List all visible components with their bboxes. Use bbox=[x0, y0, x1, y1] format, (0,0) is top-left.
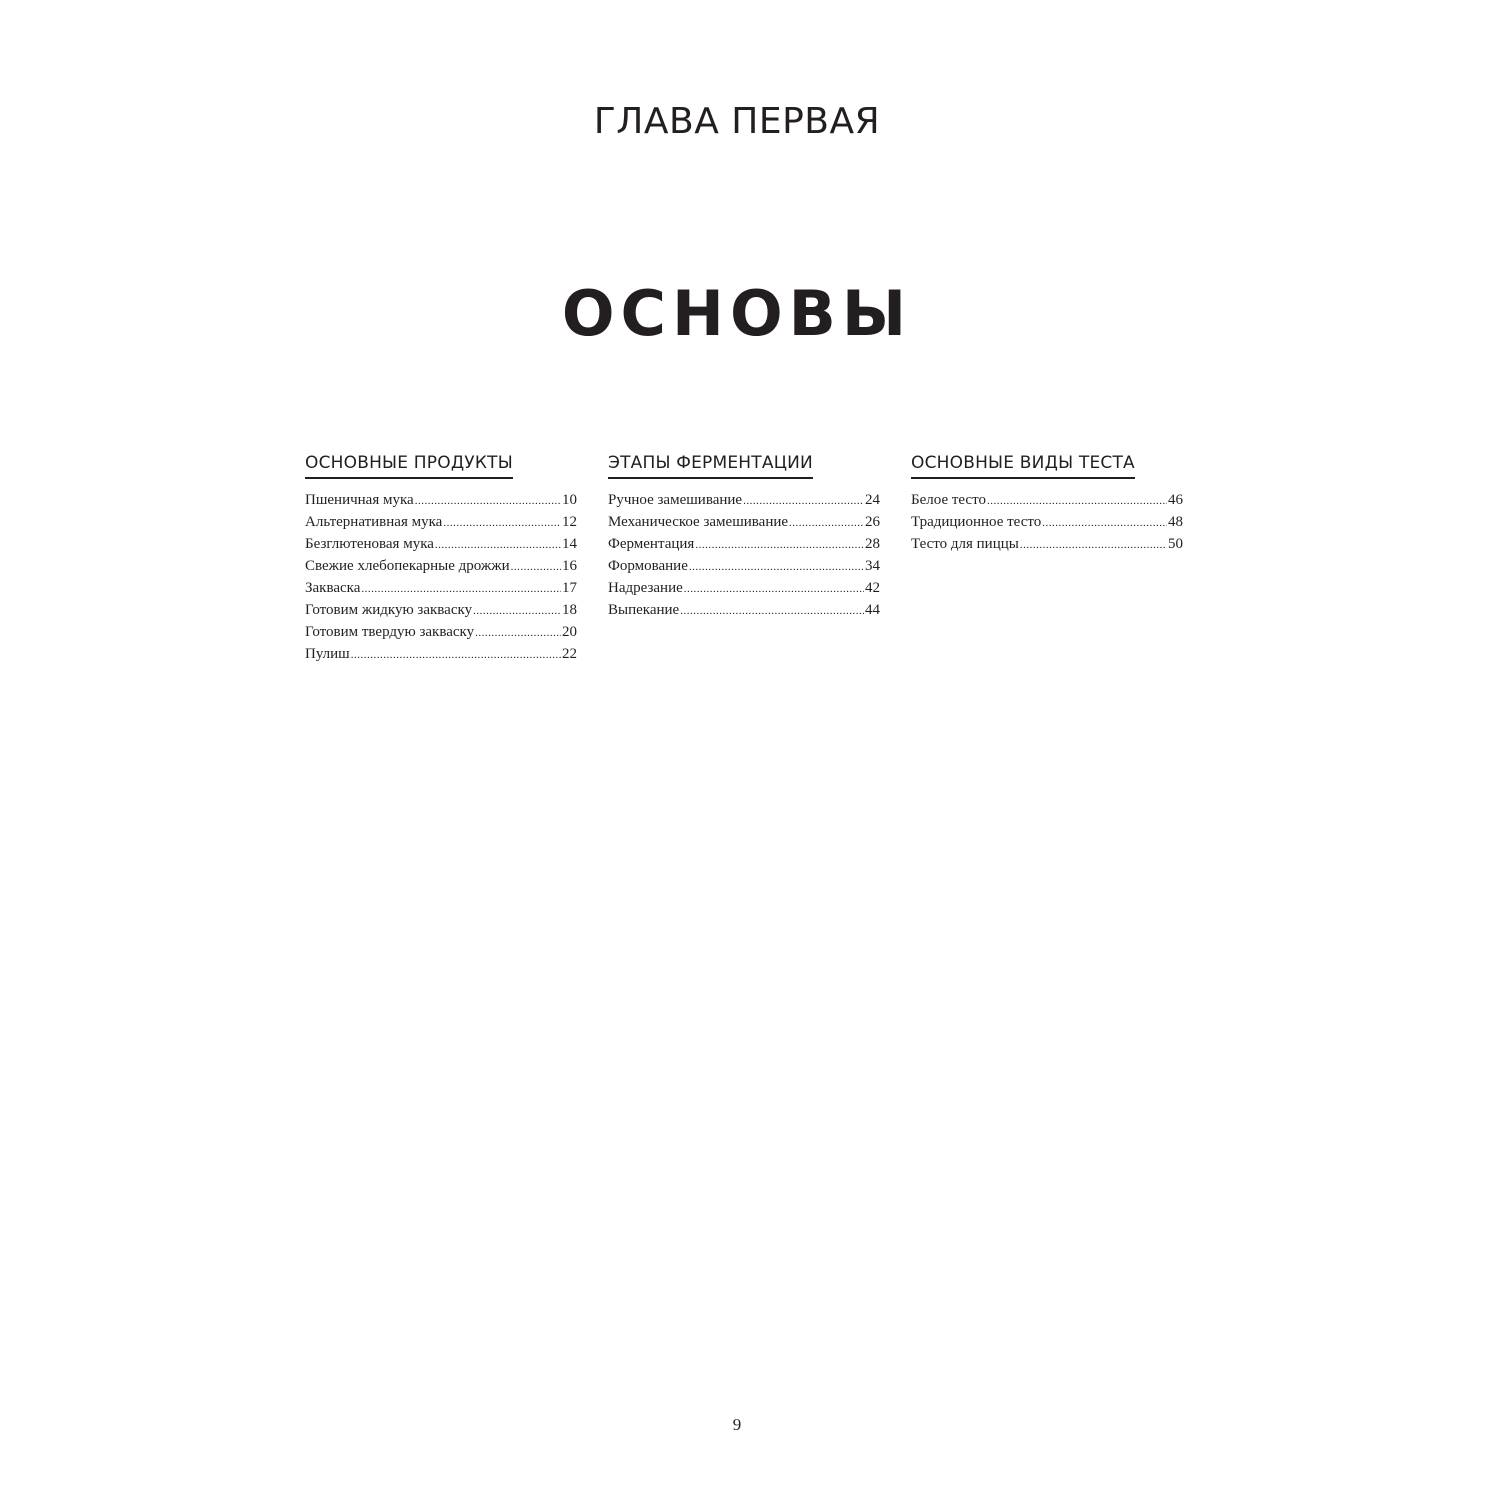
toc-entry-page: 34 bbox=[865, 558, 880, 574]
dot-leader bbox=[435, 534, 561, 556]
dot-leader bbox=[987, 490, 1167, 512]
toc-entry-title: Ручное замешивание bbox=[608, 492, 743, 508]
dot-leader bbox=[789, 512, 864, 534]
toc-entry-page: 12 bbox=[562, 514, 577, 530]
toc-entry-title: Закваска bbox=[305, 580, 361, 596]
toc-entry[interactable] bbox=[305, 533, 577, 555]
dot-leader bbox=[511, 556, 561, 578]
toc-entry-page: 44 bbox=[865, 602, 880, 618]
toc-entry[interactable] bbox=[305, 621, 577, 643]
toc-entry-page: 28 bbox=[865, 536, 880, 552]
page-number: 9 bbox=[732, 1415, 742, 1434]
dot-leader bbox=[1020, 534, 1167, 556]
dot-leader bbox=[689, 556, 864, 578]
toc-entry[interactable] bbox=[305, 511, 577, 533]
dot-leader bbox=[1042, 512, 1167, 534]
toc-entry[interactable] bbox=[911, 511, 1183, 533]
toc-entry[interactable] bbox=[608, 511, 880, 533]
chapter-label: ГЛАВА ПЕРВАЯ bbox=[593, 101, 881, 142]
toc-entry[interactable] bbox=[608, 489, 880, 511]
toc-entry-title: Свежие хлебопекарные дрожжи bbox=[305, 558, 510, 574]
toc-column-basic-products bbox=[305, 452, 577, 665]
toc-entry-page: 26 bbox=[865, 514, 880, 530]
toc-list bbox=[305, 489, 577, 665]
toc-entry-page: 42 bbox=[865, 580, 880, 596]
dot-leader bbox=[443, 512, 561, 534]
toc-entry[interactable] bbox=[305, 643, 577, 665]
toc-list bbox=[911, 489, 1183, 555]
toc-entry-page: 10 bbox=[562, 492, 577, 508]
dot-leader bbox=[473, 600, 561, 622]
toc-entry-title: Пулиш bbox=[305, 646, 350, 662]
dot-leader bbox=[743, 490, 864, 512]
toc-entry[interactable] bbox=[305, 577, 577, 599]
dot-leader bbox=[361, 578, 561, 600]
toc-entry[interactable] bbox=[608, 555, 880, 577]
toc-entry[interactable] bbox=[911, 533, 1183, 555]
toc-heading: ОСНОВНЫЕ ВИДЫ ТЕСТА bbox=[911, 452, 1135, 479]
toc-entry-page: 17 bbox=[562, 580, 577, 596]
toc-entry-title: Выпекание bbox=[608, 602, 680, 618]
toc-entry-title: Белое тесто bbox=[911, 492, 986, 508]
toc-entry-page: 48 bbox=[1168, 514, 1183, 530]
dot-leader bbox=[351, 644, 561, 666]
toc-heading: ЭТАПЫ ФЕРМЕНТАЦИИ bbox=[608, 452, 813, 479]
toc-entry-page: 14 bbox=[562, 536, 577, 552]
toc-heading: ОСНОВНЫЕ ПРОДУКТЫ bbox=[305, 452, 513, 479]
dot-leader bbox=[684, 578, 864, 600]
chapter-title: ОСНОВЫ bbox=[561, 277, 913, 350]
toc-entry-title: Механическое замешивание bbox=[608, 514, 789, 530]
toc-entry-title: Пшеничная мука bbox=[305, 492, 414, 508]
toc-entry[interactable] bbox=[608, 533, 880, 555]
toc-entry-title: Безглютеновая мука bbox=[305, 536, 434, 552]
toc-entry[interactable] bbox=[608, 577, 880, 599]
toc-entry-page: 24 bbox=[865, 492, 880, 508]
toc-entry-page: 46 bbox=[1168, 492, 1183, 508]
toc-entry-page: 20 bbox=[562, 624, 577, 640]
toc-entry[interactable] bbox=[305, 555, 577, 577]
toc-entry-title: Готовим твердую закваску bbox=[305, 624, 475, 640]
toc-entry[interactable] bbox=[305, 489, 577, 511]
toc-list bbox=[608, 489, 880, 621]
toc-entry-title: Альтернативная мука bbox=[305, 514, 443, 530]
toc-column-fermentation-stages bbox=[608, 452, 880, 621]
toc-entry[interactable] bbox=[305, 599, 577, 621]
dot-leader bbox=[695, 534, 864, 556]
toc-entry-title: Формование bbox=[608, 558, 688, 574]
dot-leader bbox=[475, 622, 561, 644]
toc-column-dough-types bbox=[911, 452, 1183, 555]
toc-entry-title: Тесто для пиццы bbox=[911, 536, 1019, 552]
toc-entry-page: 50 bbox=[1168, 536, 1183, 552]
toc-entry-page: 18 bbox=[562, 602, 577, 618]
toc-entry-title: Традиционное тесто bbox=[911, 514, 1042, 530]
toc-entry[interactable] bbox=[911, 489, 1183, 511]
toc-entry-title: Ферментация bbox=[608, 536, 695, 552]
toc-entry-page: 16 bbox=[562, 558, 577, 574]
toc-entry-page: 22 bbox=[562, 646, 577, 662]
toc-entry-title: Готовим жидкую закваску bbox=[305, 602, 473, 618]
toc-entry[interactable] bbox=[608, 599, 880, 621]
dot-leader bbox=[680, 600, 864, 622]
toc-entry-title: Надрезание bbox=[608, 580, 683, 596]
dot-leader bbox=[415, 490, 561, 512]
